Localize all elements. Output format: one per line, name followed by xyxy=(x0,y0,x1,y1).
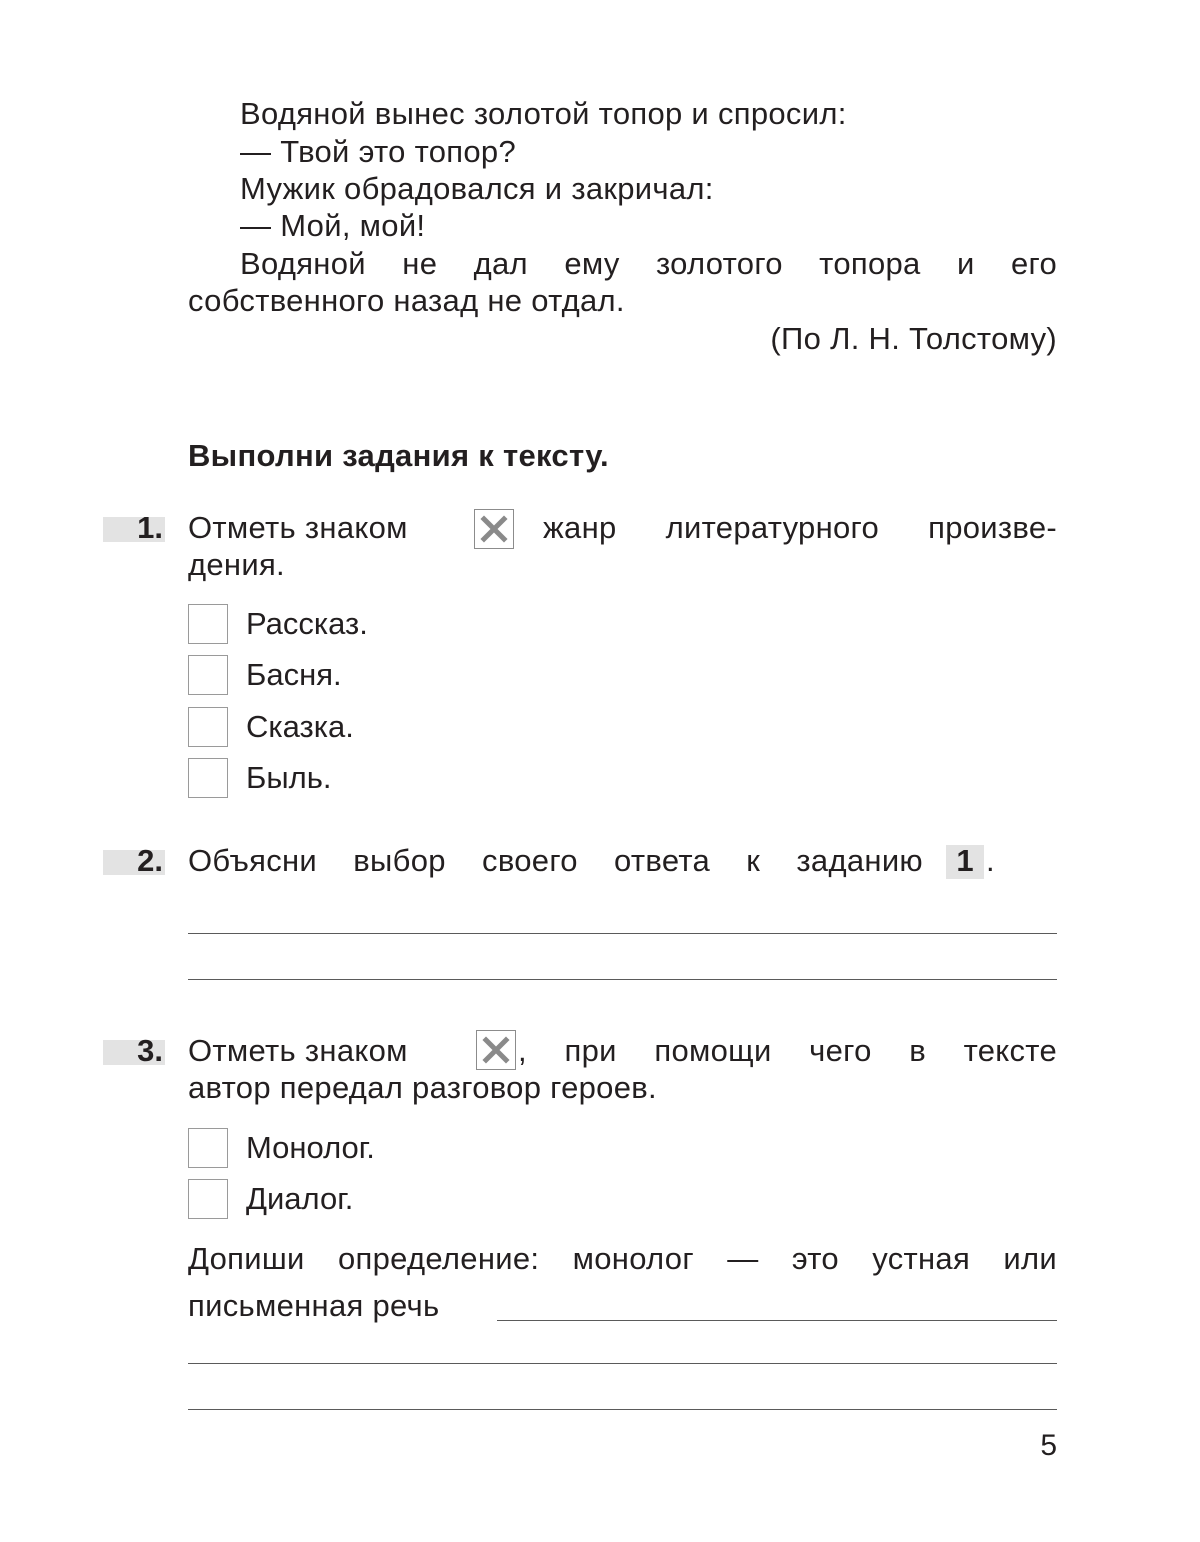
answer-line[interactable] xyxy=(188,1409,1057,1410)
task-2-ref-suffix: . xyxy=(986,843,995,878)
option-checkbox-skazka[interactable] xyxy=(188,707,228,747)
task-3-number: 3. xyxy=(137,1033,163,1068)
story-attribution: (По Л. Н. Толстому) xyxy=(770,321,1057,356)
task-1-number: 1. xyxy=(137,510,163,545)
task-2-ref-number: 1 xyxy=(946,845,984,879)
option-checkbox-basnya[interactable] xyxy=(188,655,228,695)
answer-line[interactable] xyxy=(188,979,1057,980)
task-1-text-end: жанр литературного произве- xyxy=(543,510,1057,545)
answer-line[interactable] xyxy=(497,1320,1057,1321)
task-1-text-start: Отметь знаком xyxy=(188,510,408,545)
story-line-1: Водяной вынес золотой топор и спросил: xyxy=(240,96,847,131)
option-label-skazka: Сказка. xyxy=(246,709,354,744)
option-checkbox-byl[interactable] xyxy=(188,758,228,798)
task-3-text-start: Отметь знаком xyxy=(188,1033,408,1068)
story-line-3: Мужик обрадовался и закричал: xyxy=(240,171,714,206)
option-label-basnya: Басня. xyxy=(246,657,342,692)
x-mark-icon xyxy=(476,1030,516,1070)
answer-line[interactable] xyxy=(188,933,1057,934)
definition-line-2: письменная речь xyxy=(188,1288,440,1323)
page-number: 5 xyxy=(1040,1429,1057,1462)
task-2-text: Объясни выбор своего ответа к заданию xyxy=(188,843,923,878)
story-line-4: — Мой, мой! xyxy=(240,208,426,243)
task-1-text-line2: дения. xyxy=(188,547,285,582)
story-line-5: Водяной не дал ему золотого топора и его xyxy=(240,246,1057,281)
task-3-text-line2: автор передал разговор героев. xyxy=(188,1070,657,1105)
option-checkbox-dialog[interactable] xyxy=(188,1179,228,1219)
option-checkbox-monolog[interactable] xyxy=(188,1128,228,1168)
option-label-rasskaz: Рассказ. xyxy=(246,606,368,641)
task-3-text-end: , при помощи чего в тексте xyxy=(518,1033,1057,1068)
story-line-6: собственного назад не отдал. xyxy=(188,283,625,318)
task-2-number: 2. xyxy=(137,843,163,878)
answer-line[interactable] xyxy=(188,1363,1057,1364)
x-mark-icon xyxy=(474,509,514,549)
option-checkbox-rasskaz[interactable] xyxy=(188,604,228,644)
option-label-byl: Быль. xyxy=(246,760,332,795)
definition-line-1: Допиши определение: монолог — это устная или xyxy=(188,1241,1057,1276)
option-label-monolog: Монолог. xyxy=(246,1130,375,1165)
story-line-2: — Твой это топор? xyxy=(240,134,517,169)
option-label-dialog: Диалог. xyxy=(246,1181,354,1216)
instructions-heading: Выполни задания к тексту. xyxy=(188,438,609,473)
